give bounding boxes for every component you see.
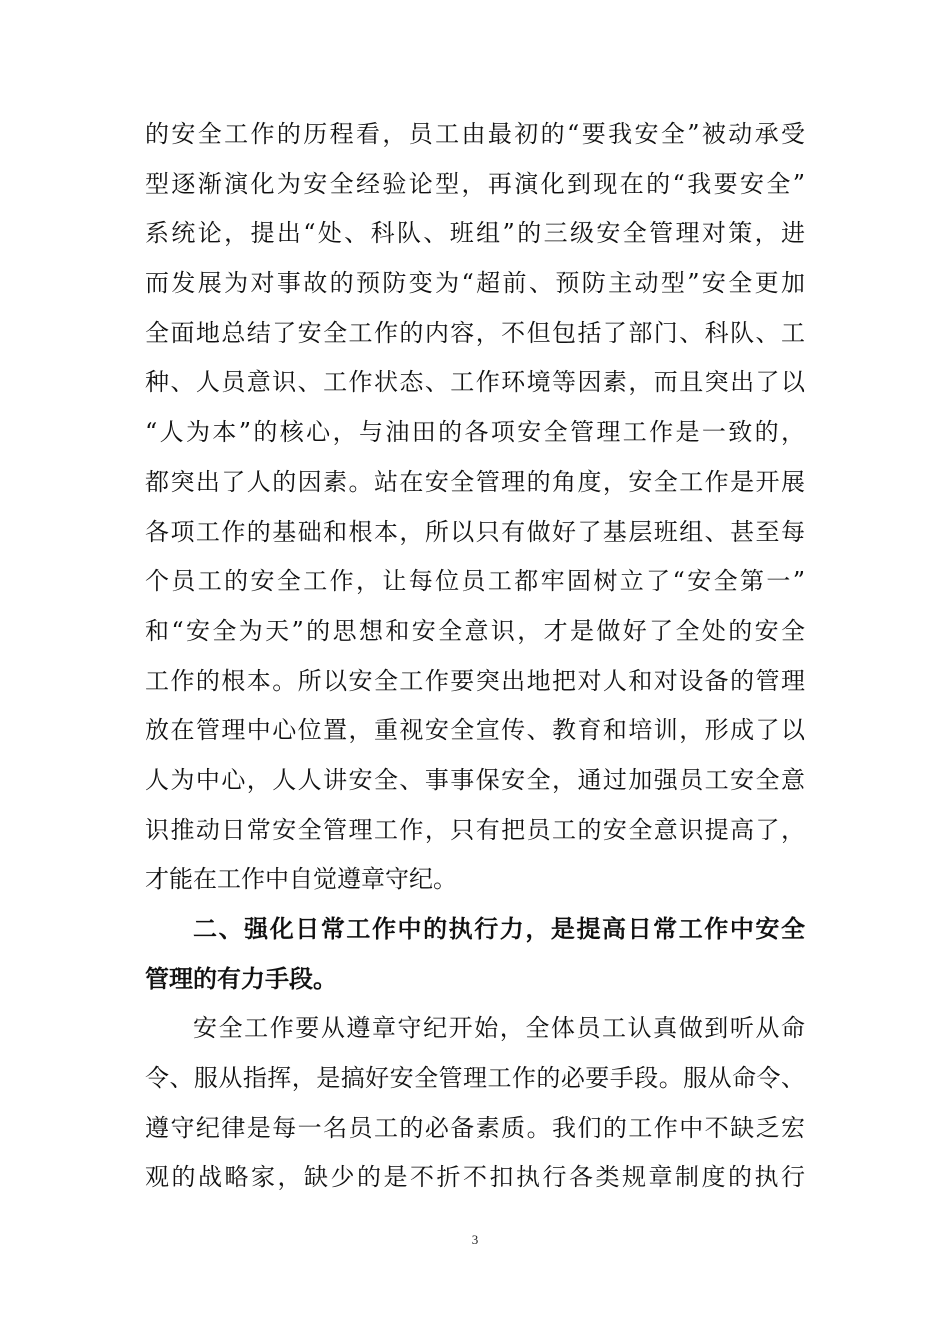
text-line: 的安全工作的历程看，员工由最初的“要我安全”被动承受 [145, 120, 805, 148]
text-line: 人为中心，人人讲安全、事事保安全，通过加强员工安全意 [145, 765, 805, 794]
text-line: 和“安全为天”的思想和安全意识，才是做好了全处的安全 [145, 616, 805, 645]
text-line: 型逐渐演化为安全经验论型，再演化到现在的“我要安全” [145, 169, 805, 198]
text-line: 工作的根本。所以安全工作要突出地把对人和对设备的管理 [145, 666, 805, 695]
body-text [145, 110, 805, 1203]
text-line: 识推动日常安全管理工作，只有把员工的安全意识提高了， [145, 815, 805, 844]
text-line: 观的战略家，缺少的是不折不扣执行各类规章制度的执行 [145, 1163, 805, 1192]
page-number: 3 [471, 1232, 479, 1247]
text-line: 令、服从指挥，是搞好安全管理工作的必要手段。服从命令、 [145, 1064, 805, 1093]
text-line: 安全工作要从遵章守纪开始，全体员工认真做到听从命 [193, 1014, 805, 1043]
text-line: 各项工作的基础和根本，所以只有做好了基层班组、甚至每 [145, 517, 805, 546]
text-line: “人为本”的核心，与油田的各项安全管理工作是一致的， [145, 418, 805, 447]
text-line: 而发展为对事故的预防变为“超前、预防主动型”安全更加 [145, 269, 805, 298]
text-line: 种、人员意识、工作状态、工作环境等因素，而且突出了以 [145, 368, 805, 397]
section-heading-line: 管理的有力手段。 [145, 964, 337, 993]
text-line: 都突出了人的因素。站在安全管理的角度，安全工作是开展 [145, 467, 805, 496]
text-line: 全面地总结了安全工作的内容，不但包括了部门、科队、工 [145, 318, 805, 347]
section-heading-line: 二、强化日常工作中的执行力，是提高日常工作中安全 [193, 915, 805, 943]
text-line: 系统论，提出“处、科队、班组”的三级安全管理对策，进 [145, 219, 805, 248]
text-line: 放在管理中心位置，重视安全宣传、教育和培训，形成了以 [145, 716, 805, 745]
text-line: 个员工的安全工作，让每位员工都牢固树立了“安全第一” [145, 567, 805, 596]
text-line: 才能在工作中自觉遵章守纪。 [145, 865, 457, 894]
text-line: 遵守纪律是每一名员工的必备素质。我们的工作中不缺乏宏 [145, 1113, 805, 1142]
